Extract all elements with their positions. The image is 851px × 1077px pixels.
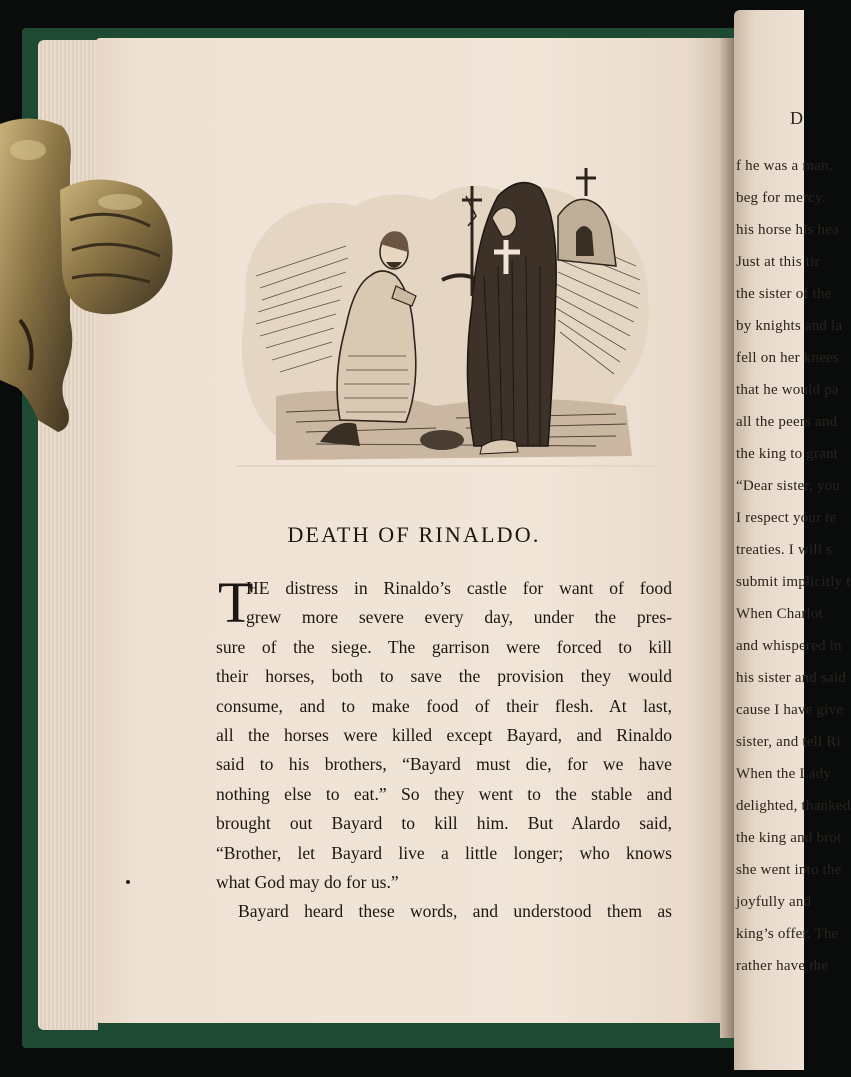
facing-line: all the peers and bbox=[736, 414, 838, 430]
facing-line: beg for mercy. bbox=[736, 190, 826, 206]
facing-line: that he would pa bbox=[736, 382, 839, 398]
facing-line: king’s offer. The bbox=[736, 926, 839, 942]
facing-line: sister, and tell Ri bbox=[736, 734, 841, 750]
facing-line: the king to grant bbox=[736, 446, 839, 462]
facing-line: Just at this tir bbox=[736, 254, 820, 270]
facing-line: joyfully and bbox=[736, 894, 812, 910]
facing-line: his sister and said bbox=[736, 670, 847, 686]
text-line: consume, and to make food of their flesh. At last, bbox=[216, 695, 672, 716]
text-line: “Brother, let Bayard live a little longer; who knows bbox=[216, 842, 672, 863]
text-line: brought out Bayard to kill him. But Alardo said, bbox=[216, 813, 672, 834]
brass-book-clip bbox=[0, 110, 180, 440]
facing-line: submit implicitly t bbox=[736, 574, 851, 590]
facing-line: rather have the bbox=[736, 958, 829, 974]
facing-line: treaties. I will s bbox=[736, 542, 833, 558]
facing-line: When the Lady bbox=[736, 766, 832, 782]
drop-cap: T bbox=[218, 570, 254, 635]
text-line: Bayard heard these words, and understood them as bbox=[238, 901, 672, 922]
facing-line: fell on her knees bbox=[736, 350, 839, 366]
text-line: all the horses were killed except Bayard, and Rinaldo bbox=[216, 724, 672, 745]
text-line: what God may do for us.” bbox=[216, 871, 399, 892]
text-line: HE distress in Rinaldo’s castle for want of food bbox=[246, 578, 672, 598]
facing-line: delighted, thanked bbox=[736, 798, 851, 814]
facing-page-corner: D bbox=[790, 108, 803, 128]
facing-line: cause I have give bbox=[736, 702, 844, 718]
facing-page bbox=[734, 10, 851, 1070]
text-line: said to his brothers, “Bayard must die, for we have bbox=[216, 754, 672, 775]
text-line: sure of the siege. The garrison were forced to kill bbox=[216, 636, 672, 657]
facing-line: by knights and la bbox=[736, 318, 843, 334]
facing-line: When Charlot bbox=[736, 606, 823, 622]
text-line: grew more severe every day, under the pres- bbox=[246, 607, 672, 628]
engraving-illustration bbox=[236, 156, 656, 468]
chapter-title: DEATH OF RINALDO. bbox=[287, 522, 541, 547]
facing-line: the king and brot bbox=[736, 830, 842, 846]
facing-line: his horse his hea bbox=[736, 222, 839, 238]
facing-line: f he was a man, bbox=[736, 158, 833, 174]
facing-line: “Dear sister, you bbox=[736, 478, 841, 494]
facing-line: I respect your te bbox=[736, 510, 837, 526]
text-line: nothing else to eat.” So they went to the stable and bbox=[216, 783, 672, 804]
ink-speck bbox=[126, 880, 130, 884]
facing-line: and whispered in bbox=[736, 638, 842, 654]
facing-line: the sister of the bbox=[736, 286, 832, 302]
facing-line: she went into the bbox=[736, 862, 842, 878]
chapter-text bbox=[216, 570, 672, 927]
text-line: their horses, both to save the provision they would bbox=[216, 666, 672, 687]
